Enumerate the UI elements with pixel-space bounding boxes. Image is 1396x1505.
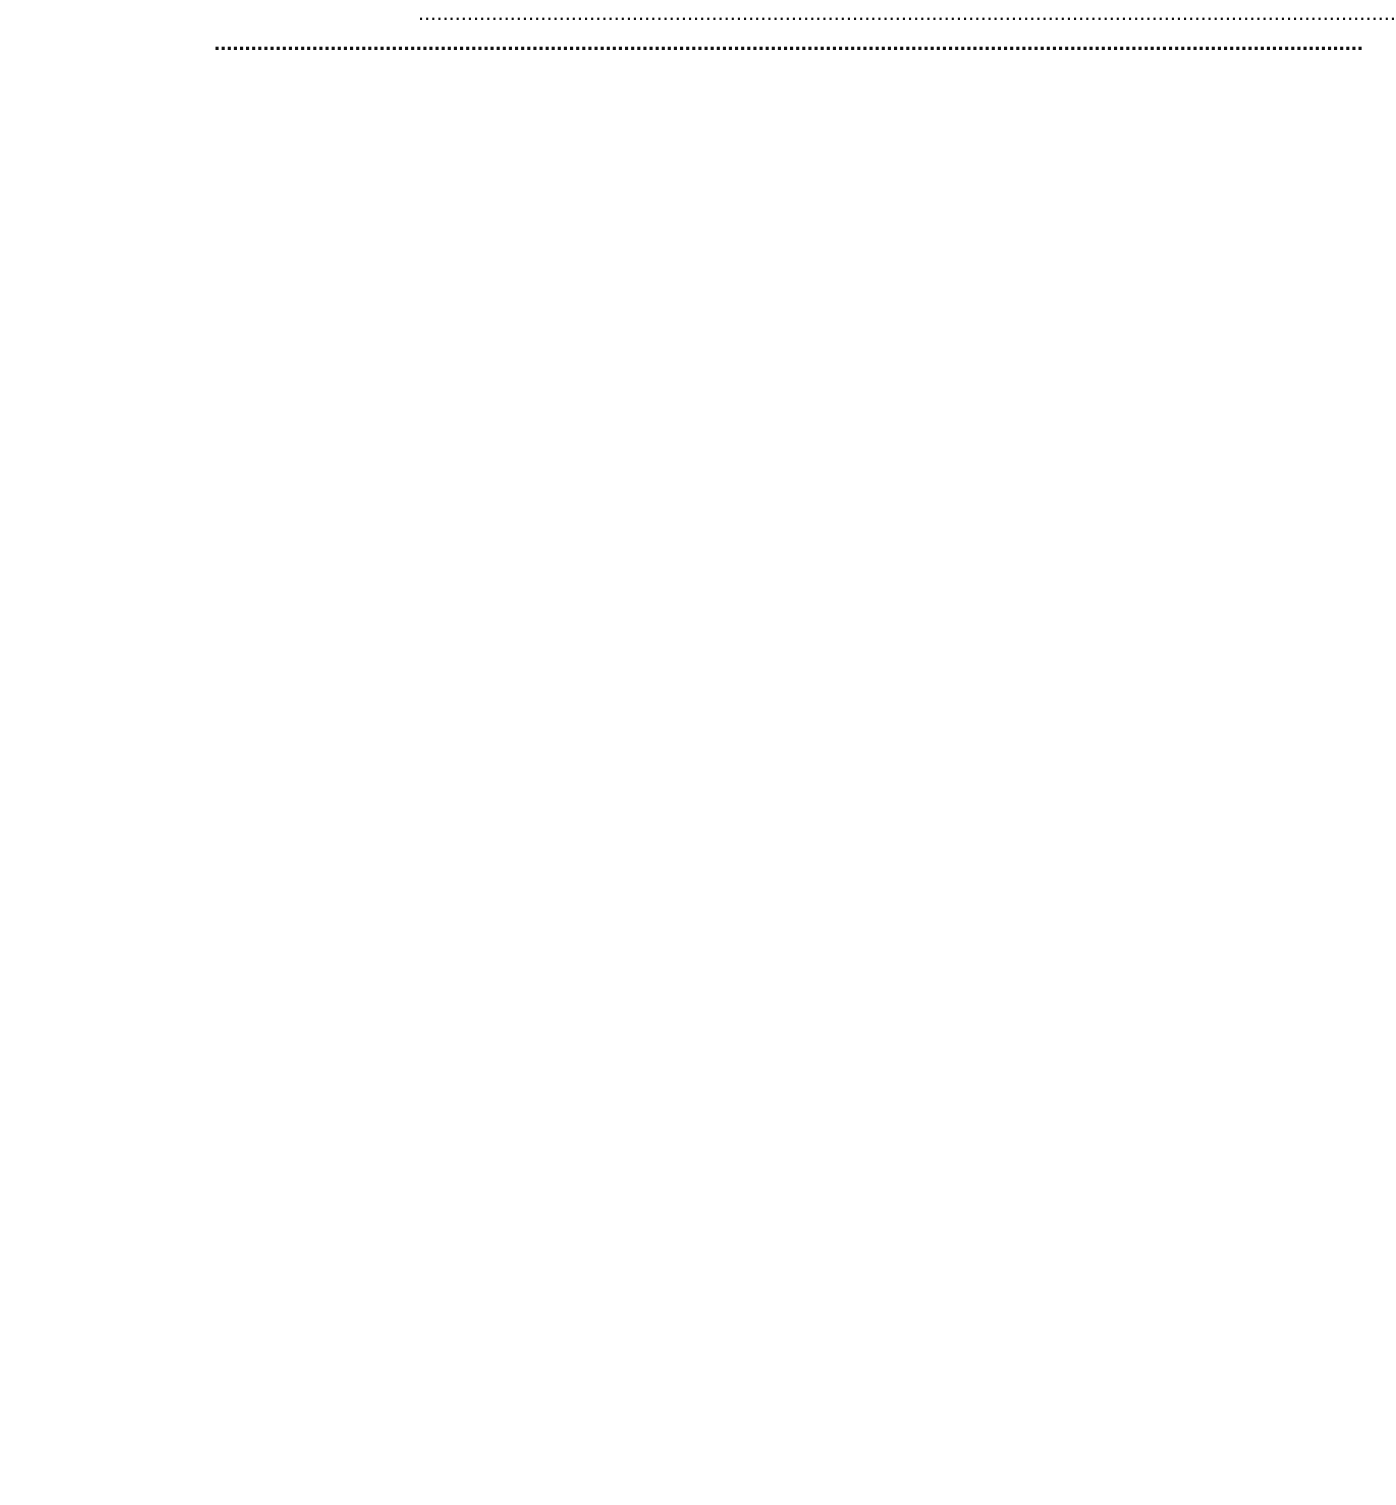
toc-leader: ................................................................................................................................................................ (418, 0, 1396, 25)
toc-leader: ............................................................................................................................................................................................ (214, 30, 1364, 55)
toc-line-7[interactable] (0, 30, 1364, 60)
toc-line-6-2[interactable] (0, 0, 1396, 30)
